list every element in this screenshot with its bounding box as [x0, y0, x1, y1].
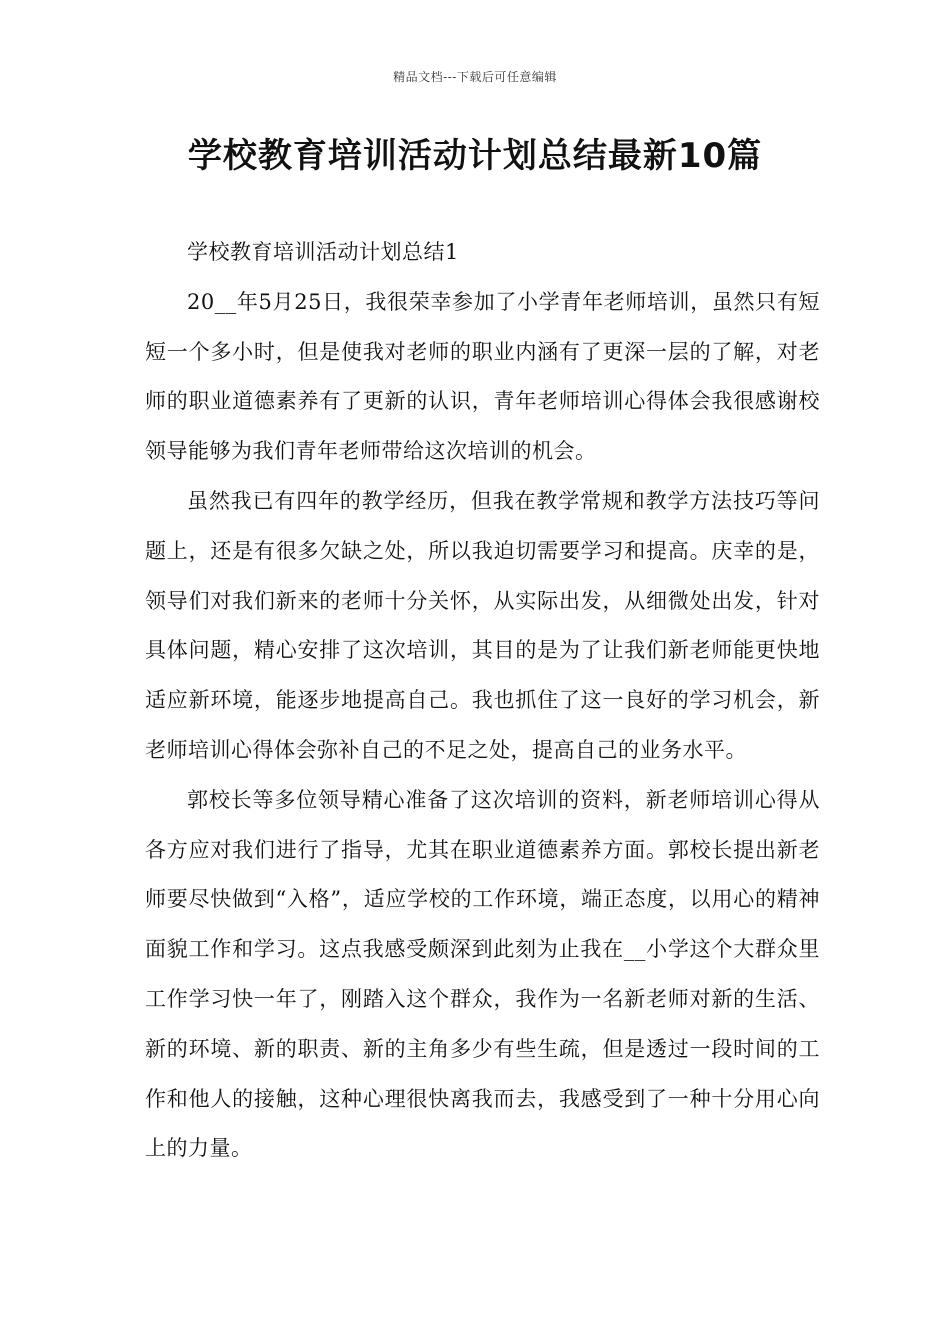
section-heading: 学校教育培训活动计划总结1 — [187, 240, 459, 264]
document-body — [145, 228, 820, 1174]
paragraph-1: 20__年5月25日，我很荣幸参加了小学青年老师培训，虽然只有短短一个多小时，但是使我对老师的职业内涵有了更深一层的了解，对老师的职业道德素养有了更新的认识，青年老师培训心得体会我很感谢校领导能够为我们青年老师带给这次培训的机会。 — [145, 289, 820, 464]
document-title: 学校教育培训活动计划总结最新10篇 — [187, 136, 763, 176]
page-header: 精品文档---下载后可任意编辑 — [393, 70, 557, 84]
paragraph-2: 虽然我已有四年的教学经历，但我在教学常规和教学方法技巧等问题上，还是有很多欠缺之处，所以我迫切需要学习和提高。庆幸的是，领导们对我们新来的老师十分关怀，从实际出发，从细微处出发，针对具体问题，精心安排了这次培训，其目的是为了让我们新老师能更快地适应新环境，能逐步地提高自己。我也抓住了这一良好的学习机会，新老师培训心得体会弥补自己的不足之处，提高自己的业务水平。 — [145, 488, 820, 762]
paragraph-3: 郭校长等多位领导精心准备了这次培训的资料，新老师培训心得从各方应对我们进行了指导，尤其在职业道德素养方面。郭校长提出新老师要尽快做到“入格”，适应学校的工作环境，端正态度，以用心的精神面貌工作和学习。这点我感受颇深到此刻为止我在__小学这个大群众里工作学习快一年了，刚踏入这个群众，我作为一名新老师对新的生活、新的环境、新的职责、新的主角多少有些生疏，但是透过一段时间的工作和他人的接触，这种心理很快离我而去，我感受到了一种十分用心向上的力量。 — [145, 787, 820, 1161]
